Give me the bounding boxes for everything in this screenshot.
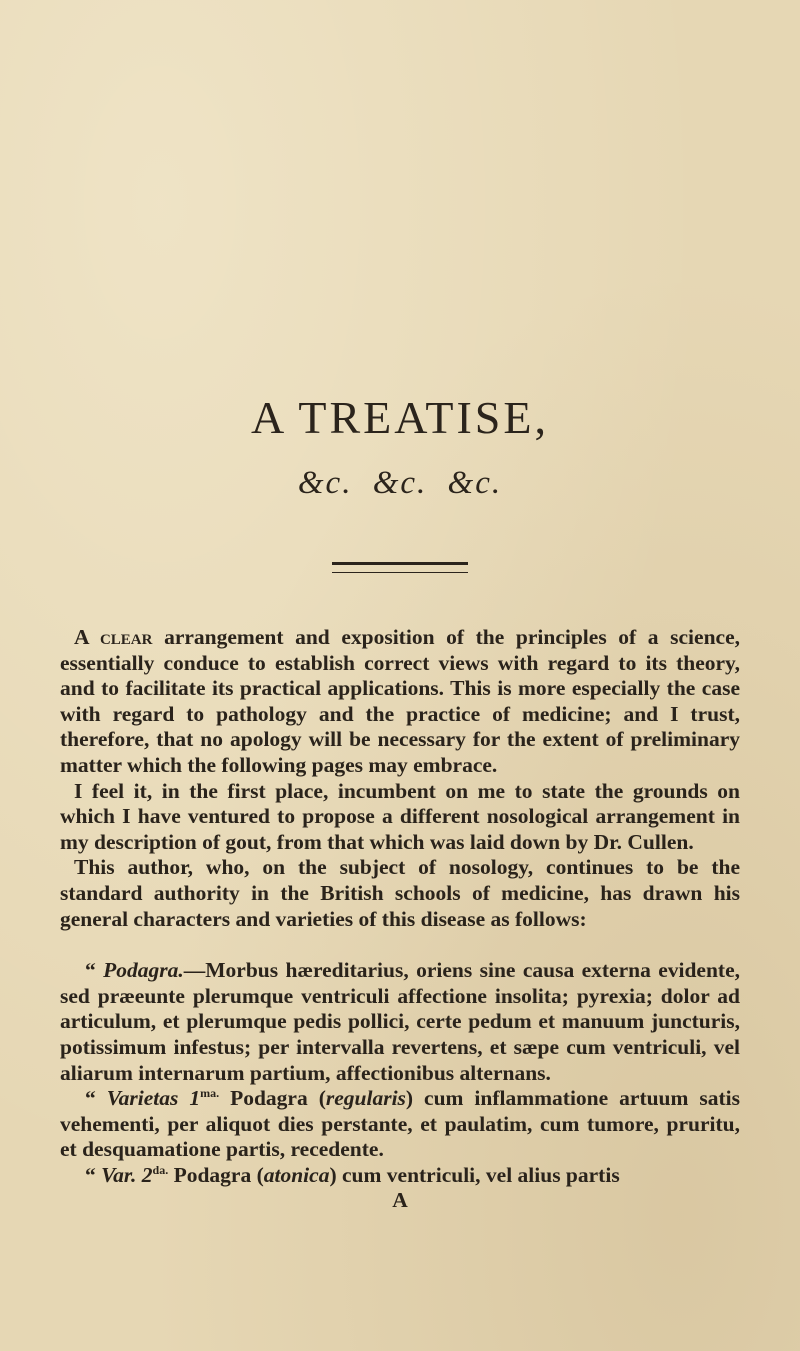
quote-podagra [60, 958, 740, 1086]
quote-text: —Morbus hæreditarius, oriens sine causa externa evidente, sed præeunte plerumque ventriculi affectione insolita; pyrexia; dolor ad articulum, et plerumque pedis pollici, certe pedum et manuum juncturis, potissimum infestus; per intervalla revertens, et sæpe cum ventriculi, vel aliarum internarum partium, affectionibus alternans. [60, 958, 740, 1085]
variety-2-after: ) cum ventriculi, vel alius partis [329, 1162, 620, 1187]
page-title: A TREATISE, [251, 392, 549, 443]
paragraph-1-text: arrangement and exposition of the principles of a science, essentially conduce to establish correct views with regard to its theory, and to facilitate its practical applications. This is more especially the case with regard to pathology and the practice of medicine; and I trust, therefore, that no apology will be necessary for the extent of preliminary matter which the following pages may embrace. [60, 625, 740, 777]
variety-1-sup: ma. [200, 1085, 220, 1100]
catchword: A [392, 1188, 408, 1213]
variety-2-term: atonica [263, 1162, 330, 1187]
page-subtitle: &c. &c. &c. [297, 465, 503, 501]
variety-2-label: Var. 2 [101, 1162, 153, 1187]
variety-1-mark: “ [85, 1086, 96, 1111]
drop-word: A [74, 625, 89, 649]
variety-2-before: Podagra ( [168, 1162, 264, 1187]
paragraph-3: This author, who, on the subject of nosology, continues to be the standard authority in the British schools of medicine, has drawn his general characters and varieties of this disease as follows: [60, 855, 740, 931]
body-text [60, 625, 740, 1214]
variety-1-before: Podagra ( [219, 1086, 326, 1111]
variety-1 [60, 1086, 740, 1163]
variety-2 [60, 1163, 740, 1189]
variety-2-mark: “ [85, 1162, 96, 1187]
variety-1-label: Varietas 1 [106, 1086, 201, 1111]
variety-1-after: ) cum inflammatione artuum satis vehementi, per aliquot dies perstante, et paulatim, cum tumore, pruritu, et desquamatione partis, recedente. [60, 1086, 741, 1162]
quote-mark: “ [85, 958, 96, 983]
paragraph-1 [60, 625, 740, 779]
paragraph-2: I feel it, in the first place, incumbent on me to state the grounds on which I have ventured to propose a different nosological arrangement in my description of gout, from that which was laid down by Dr. Cullen. [60, 778, 740, 854]
variety-1-term: regularis [325, 1086, 406, 1111]
variety-2-sup: da. [152, 1162, 169, 1177]
title-rule [332, 562, 468, 573]
quote-term: Podagra. [103, 958, 184, 983]
small-caps-word: clear [99, 625, 153, 649]
